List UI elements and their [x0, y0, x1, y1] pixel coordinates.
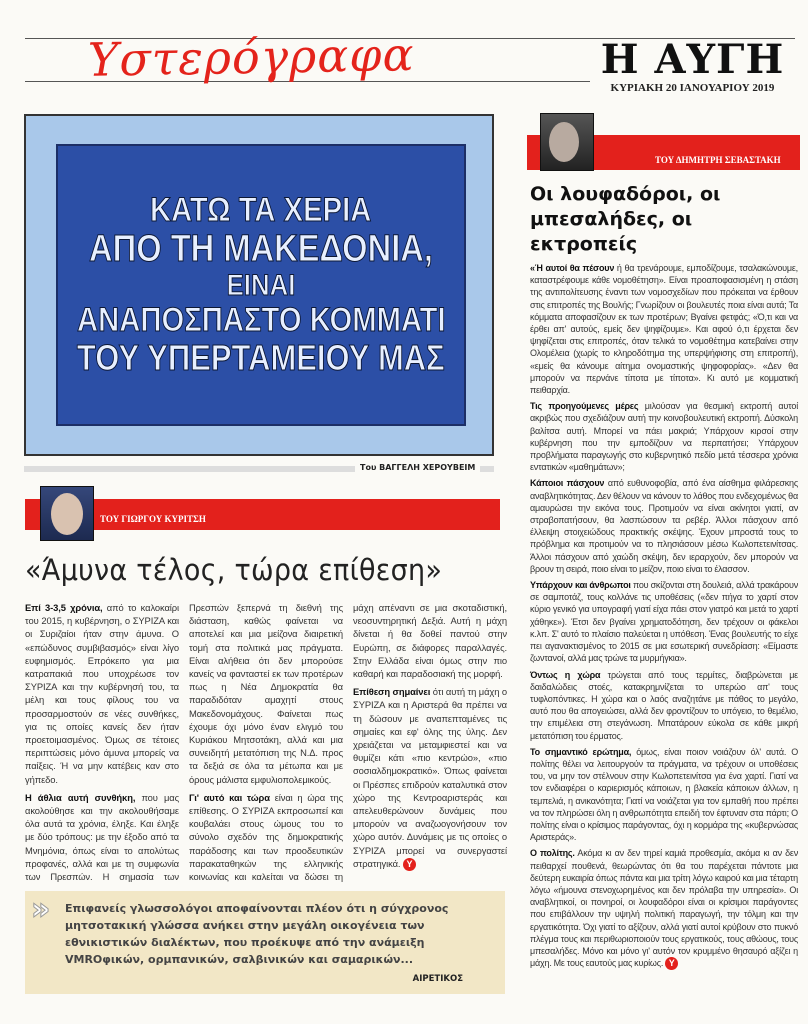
paragraph: Όντως η χώρα τρώγεται από τους τερμίτες, διαβρώνεται με δαιδαλώδεις στοές, κατακρημνίζεται το υπερώο απ' τους τυφλοπόντικες. Η χώρα και ο λαός αναζητάνε με πάθος το μεγάλο, αυτό που θα απογειώσει, αλλά δεν φροντίζουν το υπόγειο, το θεμέλιο, την επιμέλεια στη στεγάνωση. Μπατάρουν εύκολα σε κάθε μικρή μετατόπιση του έρματος.: [530, 669, 798, 741]
end-mark-icon: Y: [403, 858, 416, 871]
section-title: Υστερόγραφα: [87, 27, 415, 87]
quote-chevrons-icon: »: [31, 892, 51, 928]
cartoon-line: ΤΟΥ ΥΠΕΡΤΑΜΕΙΟΥ ΜΑΣ: [77, 336, 445, 378]
byline: ΤΟΥ ΔΗΜΗΤΡΗ ΣΕΒΑΣΤΑΚΗ: [655, 155, 781, 165]
left-article-flow: [25, 601, 507, 994]
article-title: «Άμυνα τέλος, τώρα επίθεση»: [25, 553, 443, 587]
byline: ΤΟΥ ΓΙΩΡΓΟΥ ΚΥΡΙΤΣΗ: [100, 514, 206, 524]
article-body: [530, 262, 798, 974]
paragraph: «Ή αυτοί θα πέσουν ή θα τρενάρουμε, εμποδίζουμε, τσαλακώνουμε, καταστρέφουμε κάθε νομοθέτηση». Είναι προαποφασισμένη η στάση της αντιπολίτευσης έναντι των νομοσχεδίων που πρόκειται να έρθουν στις επιτροπές της Βουλής; Γνωρίζουν οι βουλευτές ποια είναι αυτά; Τα κόμματα αποφασίζουν εκ των προτέρων; Βγαίνει φετφάς; «Ό,τι και να έρθει απ' αυτούς, εμείς δεν ψηφίζουμε». Και αφού ό,τι έρχεται δεν ψηφίζεται στις επιτροπές, όταν τελικά το νομοθέτημα κατεβαίνει στην Ολομέλεια (χωρίς το κληροδότημα της υπερψήφισης στη επιτροπή), «εμείς θα κάνουμε αίτημα ονομαστικής ψηφοφορίας». «Δεν θα μπορούν να περνάνε τίποτα με τίποτα». Κι αυτό με κομματική πειθαρχία.: [530, 263, 798, 396]
paragraph: Επίθεση σημαίνει ότι αυτή τη μάχη ο ΣΥΡΙΖΑ και η Αριστερά θα πρέπει να τη δώσουν με αναπεπταμένες τις σημαίες και εφ' όλης της ύλης. Δεν χρειάζεται να μεταμφιεστεί και να θυμίζει κάτι «πιο κεντρώο», «πιο σοσιαλδημοκρατικό». Όπως φαίνεται οι Πρέσπες επιδρούν καταλυτικά στον χώρο της Κεντροαριστεράς και απελευθερώνουν δυνάμεις που μπορούν να αναζωογονήσουν τον χώρο αυτόν. Δυνάμεις με τις οποίες ο ΣΥΡΙΖΑ μπορεί να συνεργαστεί στρατηγικά. Y: [353, 686, 507, 869]
author-photo: [540, 113, 594, 171]
paragraph: Επί 3-3,5 χρόνια, από το καλοκαίρι του 2015, η κυβέρνηση, ο ΣΥΡΙΖΑ και οι Συριζαίοι ήταν στην άμυνα. Ο «επώδυνος συμβιβασμός» είναι λίγο ευφημισμός. Επρόκειτο για μια κατραπακιά που υποχρέωσε τον ΣΥΡΙΖΑ και την κυβέρνησή του, τα μέλη και τους φίλους του να προσαρμοστούν σε νέες συνθήκες, για τις οποίες κανείς δεν ήταν προετοιμασμένος. Όμως σε τέτοιες περιπτώσεις μόνο άμυνα μπορείς να παίξεις. Ή να μην κατέβεις καν στο γήπεδο.: [25, 602, 179, 785]
article-body: [25, 601, 507, 883]
cartoon-line: ΑΝΑΠΟΣΠΑΣΤΟ ΚΟΜΜΑΤΙ: [76, 301, 446, 340]
paragraph: Υπάρχουν και άνθρωποι που σκίζονται στη δουλειά, αλλά τρακάρουν σε σαμποτάζ, τους κολλάνε τις υποθέσεις («δεν πήγα το χαρτί στον κύριο γενικό για υπογραφή γιατί είχα πάει στον γιατρό και μετά το χαρτί χάθηκε»). Έτσι δεν βγαίνει χρηματοδότηση, δεν τρέχουν οι φάκελοι κ.λπ. Σ' αυτό το πλαίσιο παλεύεται η υπόθεση. Ένας βουλευτής το είχε πει αγανακτισμένος το 2015 σε μια εσωτερική συνεδρίαση: «Είμαστε ζωντανοί, αλλά μας τρώνε τα μυρμήγκια».: [530, 580, 798, 664]
cartoon: [24, 114, 494, 456]
author-photo: [40, 486, 94, 541]
issue-date: ΚΥΡΙΑΚΗ 20 ΙΑΝΟΥΑΡΙΟΥ 2019: [610, 82, 775, 94]
cartoon-line: ΕΙΝΑΙ: [226, 268, 296, 302]
cartoon-credit: Του ΒΑΓΓΕΛΗ ΧΕΡΟΥΒΕΙΜ: [355, 463, 480, 472]
cartoon-line: ΚΑΤΩ ΤΑ ΧΕΡΙΑ: [150, 191, 372, 230]
paragraph: Η άθλια αυτή συνθήκη, που μας ακολούθησε και την ακολουθήσαμε όλα αυτά τα χρόνια, έληξε. Και έληξε με δύο τρόπους: με την έξοδο από τα Μνημόνια, όπως είναι το απολύτως προφανές, αλλά και με τη συμφωνία των Πρεσπών. Η σημασία των Πρεσπών ξεπερνά τη διεθνή της διάσταση, καθώς φαίνεται να αποτελεί και μια μείζονα διαιρετική τομή στα πολιτικά μας πράγματα. Είναι αλήθεια ότι δεν μπορούσε κανείς να φανταστεί εκ των προτέρων πως η Νέα Δημοκρατία θα παραδιδόταν αμαχητί στους Μακεδονομάχους. Φαίνεται πως έχουμε όχι μόνο έναν ελιγμό του Κυριάκου Μητσοτάκη, αλλά και μια συνειδητή μετατόπιση της Ν.Δ. προς τα δεξιά σε όλα τα μέτωπα και με όρους μάλιστα εμφυλιοπολεμικούς.: [25, 602, 343, 883]
quote-text: Επιφανείς γλωσσολόγοι αποφαίνονται πλέον ότι η σύγχρονος μητσοτακική γλώσσα ανήκει στην μεγάλη οικογένεια των εθνικιστικών διαλέκτων, που προέκυψε από την ανάμειξη VMROφικών, ορμπανικών, σαλβινικών και σαμαρικών...: [65, 902, 449, 967]
paragraph: Κάποιοι πάσχουν από ευθυνοφοβία, από ένα αίσθημα φιλάρεσκης αναβλητικότητας. Δεν θέλουν να κάνουν το λάθος που ενδεχομένως θα αμαυρώσει την εικόνα τους. Προτιμούν να είναι ακίνητοι γιατί, αν στραβοπατήσουν, θα λασπώσουν τα ρεβέρ. Άλλοι πάσχουν από έλλειψη στοιχειώδους πρακτικής σκέψης. Έχουν μπροστά τους το πρόβλημα και προτιμούν να το πλησιάσουν μέσω Κωλοπετεινίτσας. Άλλοι πάσχουν από χαώδη σκέψη, δεν ιεραρχούν, δεν μπορούν να βρουν τη σειρά, ποιο είναι το μείζον, ποιο είναι το έλασσον.: [530, 478, 798, 574]
paragraph: Τις προηγούμενες μέρες μιλούσαν για θεσμική εκτροπή αυτοί ακριβώς που σχεδιάζουν αυτή την κοινοβουλευτική εκτροπή. Δύσκολη βαλίτσα αυτή. Μπορεί να πάει μακριά; Υπάρχουν κιρσοί στην κυβέρνηση που την εμποδίζουν να περπατήσει; Υπάρχουν προβλήματα παραγωγής στο κυβερνητικό πεδίο μετά τέσσερα χρόνια εντατικών «μαθημάτων»;: [530, 401, 798, 473]
article-title: Οι λουφαδόροι, οι μπεσαλήδες, οι εκτροπείς: [530, 183, 721, 255]
end-mark-icon: Y: [665, 957, 678, 970]
cartoon-line: ΑΠΟ ΤΗ ΜΑΚΕΔΟΝΙΑ,: [89, 227, 433, 270]
quote-box: [25, 891, 505, 994]
byline-bar: [25, 499, 500, 530]
masthead-logo: Η ΑΥΓΗ: [600, 36, 785, 83]
cartoon-banner: [56, 144, 466, 426]
quote-author: ΑΙΡΕΤΙΚΟΣ: [412, 974, 463, 985]
paragraph: Ο πολίτης. Ακόμα κι αν δεν τηρεί καμιά προθεσμία, ακόμα κι αν δεν πειθαρχεί πουθενά, θεωρώντας ότι θα του παρέχεται πάντοτε μια δεύτερη ευκαιρία όπως πάντα και μια τρίτη λόγω καιρού και μια τέταρτη λόγω «ήμουνα στενοχωρημένος και δεν πρόλαβα την υπηρεσία». Οι αναβλητικοί, οι πονηροί, οι λουφαδόροι είναι οι κρίσιμοι παράγοντες που επιβάλλουν την υψηλή πολιτική παραγωγή, την τόλμη και την εργατικότητα. Όχι γιατί το αξίζουν, αλλά γιατί αυτοί κρύβουν στο πυκνό πλέγμα τους και περιθωριοποιούν τους εργατικούς, τους αθώους, τους μπεσαλήδες. Μόνο και μόνο γι' αυτόν τον κρυμμένο θησαυρό αξίζει η μάχη. Με τους εαυτούς μας κυρίως. Y: [530, 848, 798, 969]
paragraph: Το σημαντικό ερώτημα, όμως, είναι ποιον νοιάζουν όλ' αυτά. Ο πολίτης θέλει να λειτουργούν τα πράγματα, να τρέχουν οι υποθέσεις του, να μην τον στέλνουν στην Κωλοπετεινίτσα για ένα χαρτί. Γιατί να τον ενδιαφέρει ο καριερισμός κάποιων, η βλακεία κάποιων άλλων, η τεμπελιά, η ανικανότητα; Γιατί να νοιάζεται για τον εμπαθή που πρέπει να τον πληρώσει όλη η ανθρωπότητα επειδή τον έφτυναν στα πάρτι; Ο πολίτης είναι ο κρίσιμος παράγοντας, όχι η κορμάρα της «κυβερνώσας Αριστεράς».: [530, 746, 798, 843]
paragraph: Γι' αυτό και τώρα είναι η ώρα της επίθεσης. Ο ΣΥΡΙΖΑ εκπροσωπεί και κουβαλάει στους ώμους του το σύνολο σχεδόν της δημοκρατικής παράδοσης και των προοδευτικών παρακαταθηκών της ελληνικής κοινωνίας και καλείται να δώσει τη μάχη απέναντι σε μια σκοταδιστική, νεοσυντηρητική Δεξιά. Αυτή η μάχη δίνεται ή θα δοθεί παντού στην Ευρώπη, σε διάφορες παραλλαγές. Στην Ελλάδα είναι όμως στην πιο καθαρή και παραδοσιακή της μορφή.: [189, 602, 507, 883]
